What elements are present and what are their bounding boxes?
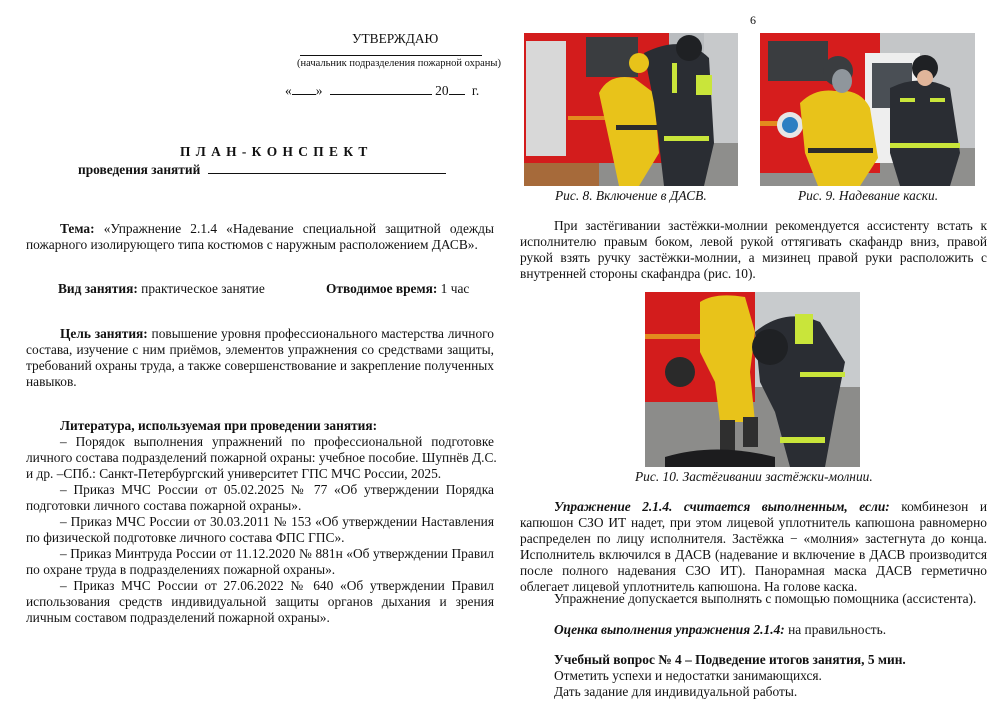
- document-title: П Л А Н - К О Н С П Е К Т: [180, 144, 369, 159]
- date-open-quote: «: [285, 83, 292, 98]
- literature-item-line: подготовки личного состава пожарной охраны».: [26, 498, 302, 513]
- completion-line: облегает лицевой уплотнитель капюшона. На голове каска.: [520, 579, 858, 594]
- document-subtitle: [78, 160, 446, 178]
- literature-item-line: – Приказ Минтруда России от 11.12.2020 № 881н «Об утверждении Правил: [60, 546, 494, 561]
- figure-8-caption: Рис. 8. Включение в ДАСВ.: [555, 188, 707, 203]
- approval-title: УТВЕРЖДАЮ: [352, 31, 439, 46]
- literature-item-line: по физической подготовке личного состава ФПС ГПС».: [26, 530, 345, 545]
- question-4-heading: Учебный вопрос № 4 – Подведение итогов занятия, 5 мин.: [554, 652, 906, 667]
- topic-line: пожарного изолирующего типа костюмов с наружным расположением ДАСВ».: [26, 237, 478, 252]
- goal-label: Цель занятия:: [60, 326, 148, 341]
- lesson-time-label: Отводимое время:: [326, 281, 438, 296]
- lesson-type-value: практическое занятие: [141, 281, 265, 296]
- photo-firefighters-connecting-breathing-apparatus-icon: [524, 33, 738, 186]
- topic-line: Тема: «Упражнение 2.1.4 «Надевание специальной защитной одежды: [60, 221, 494, 236]
- zip-instruction-line: внутренней стороны скафандра (рис. 10).: [520, 266, 756, 281]
- zip-instruction-paragraph: [520, 218, 987, 282]
- right-page: [512, 0, 1000, 715]
- date-month-blank: [330, 82, 432, 95]
- zip-instruction-line: исполнителю правым боком, левой рукой оттягивать скафандр вниз, правой: [520, 234, 987, 249]
- goal-line: навыков.: [26, 374, 77, 389]
- literature-item-line: – Приказ МЧС России от 27.06.2022 № 640 «Об утверждении Правил: [60, 578, 494, 593]
- literature-item-line: – Порядок выполнения упражнений по профессиональной подготовке: [60, 434, 494, 449]
- lesson-type: [58, 281, 265, 297]
- date-day-blank: [292, 82, 316, 95]
- figure-9-photo: [760, 33, 975, 186]
- date-year-prefix: 20: [435, 83, 449, 98]
- literature-list: [26, 434, 497, 626]
- question-4-line: Дать задание для индивидуальной работы.: [554, 684, 798, 699]
- page-number: 6: [750, 13, 756, 27]
- figure-8-photo: [524, 33, 738, 186]
- goal-line: состава, изучение с ним приёмов, элементов упражнения со средствами защиты,: [26, 342, 494, 357]
- figure-10-photo: [645, 292, 860, 467]
- zip-instruction-line: При застёгивании застёжки-молнии рекомендуется ассистенту встать к: [554, 218, 987, 233]
- approval-date-line: [285, 82, 479, 99]
- goal-line: требований охраны труда, а также совершенствование и закрепление полученных: [26, 358, 494, 373]
- evaluation-label: Оценка выполнения упражнения 2.1.4:: [554, 622, 785, 637]
- literature-item-line: личного состава подразделений пожарной охраны: учебное пособие. Шупнёв Д.С.: [26, 450, 497, 465]
- lesson-name-blank: [208, 160, 446, 174]
- completion-label: Упражнение 2.1.4. считается выполненным, если:: [554, 499, 890, 514]
- date-close-quote: »: [315, 83, 323, 98]
- photo-firefighter-zipping-suit-icon: [645, 292, 860, 467]
- lesson-time-value: 1 час: [440, 281, 470, 296]
- assistant-note: Упражнение допускается выполнять с помощью помощника (ассистента).: [554, 591, 977, 606]
- approval-signature-line: [300, 44, 482, 54]
- photo-firefighters-putting-on-helmet-icon: [760, 33, 975, 186]
- completion-line: после полного надевания СЗО ИТ). Панорамная маска ДАСВ герметично: [520, 563, 987, 578]
- literature-item-line: использования средств индивидуальной защиты органов дыхания и зрения: [26, 594, 494, 609]
- lesson-time: [326, 281, 469, 297]
- evaluation: [554, 622, 886, 638]
- date-year-blank: [449, 82, 465, 95]
- completion-line: Исполнитель включился в ДАСВ (надевание и включение в ДАСВ производится: [520, 547, 987, 562]
- literature-item-line: личным составом подразделений пожарной охраны».: [26, 610, 330, 625]
- date-year-suffix: г.: [471, 83, 480, 98]
- zip-instruction-line: рукой взять ручку застёжки-молнии, а мизинец правой руки расположить с: [520, 250, 987, 265]
- completion-paragraph: [520, 499, 987, 595]
- topic-paragraph: [26, 221, 494, 253]
- document-subtitle-text: проведения занятий: [78, 162, 201, 177]
- completion-line: Упражнение 2.1.4. считается выполненным, если: комбинезон и: [554, 499, 987, 514]
- question-4-line: Отметить успехи и недостатки занимающихся.: [554, 668, 822, 683]
- literature-item-line: по охране труда в подразделениях пожарной охраны».: [26, 562, 336, 577]
- literature-item-line: и др. –СПб.: Санкт-Петербургский университет ГПС МЧС России, 2025.: [26, 466, 442, 481]
- lesson-type-label: Вид занятия:: [58, 281, 138, 296]
- literature-item-line: – Приказ МЧС России от 05.02.2025 № 77 «Об утверждении Порядка: [60, 482, 494, 497]
- figure-9-caption: Рис. 9. Надевание каски.: [798, 188, 939, 203]
- goal-line: Цель занятия: повышение уровня профессионального мастерства личного: [60, 326, 494, 341]
- completion-line: распределен по лицу исполнителя. Застёжка − «молния» застегнута до конца.: [520, 531, 987, 546]
- figure-10-caption: Рис. 10. Застёгивании застёжки-молнии.: [635, 469, 873, 484]
- literature-item-line: – Приказ МЧС России от 30.03.2011 № 153 «Об утверждении Наставления: [60, 514, 494, 529]
- evaluation-value: на правильность.: [788, 622, 887, 637]
- topic-label: Тема:: [60, 221, 95, 236]
- completion-line: капюшон СЗО ИТ надет, при этом лицевой уплотнитель капюшона равномерно: [520, 515, 987, 530]
- literature-heading: Литература, используемая при проведении занятия:: [60, 418, 378, 433]
- approval-position-caption: (начальник подразделения пожарной охраны): [297, 58, 501, 69]
- goal-paragraph: [26, 326, 494, 390]
